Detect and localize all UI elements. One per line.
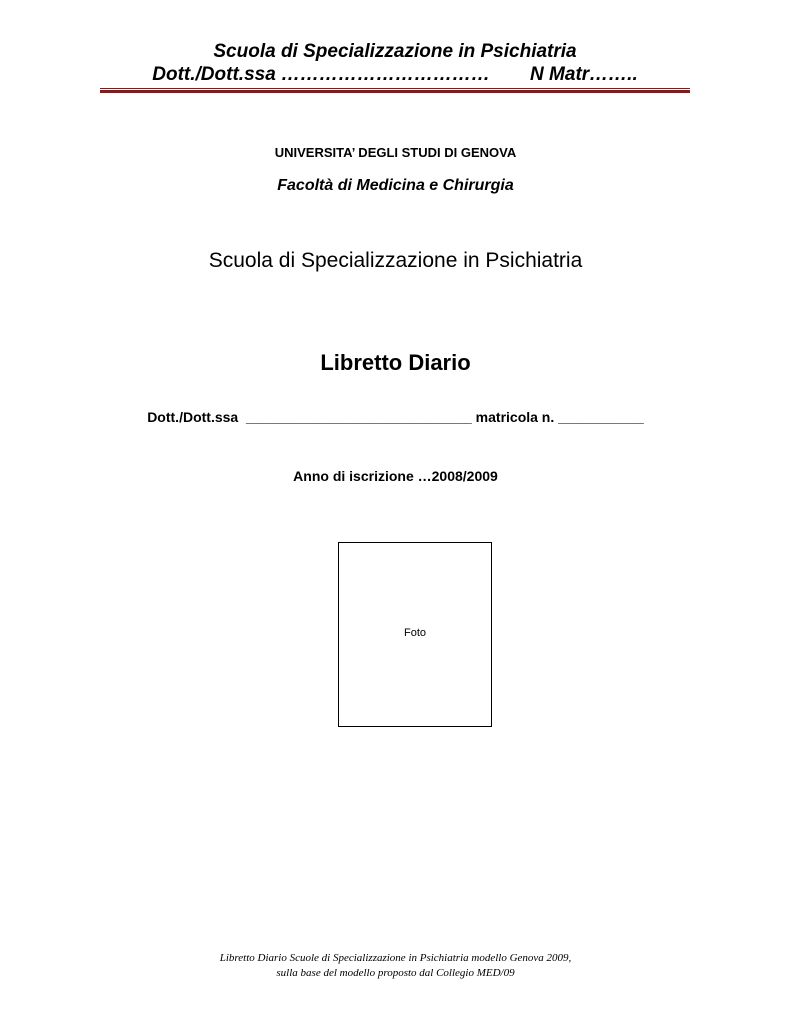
name-label: Dott./Dott.ssa [147, 409, 239, 425]
header-divider [100, 88, 690, 94]
page-header [100, 40, 690, 86]
university-name: UNIVERSITA’ DEGLI STUDI DI GENOVA [274, 145, 517, 160]
faculty-name: Facoltà di Medicina e Chirurgia [277, 177, 514, 194]
header-school-title: Scuola di Specializzazione in Psichiatria [213, 41, 577, 62]
header-matricola-field: N Matr…….. [530, 64, 638, 85]
document-title: Libretto Diario [320, 350, 471, 375]
page-footer [0, 951, 791, 981]
photo-placeholder [338, 542, 492, 727]
school-name: Scuola di Specializzazione in Psichiatria [208, 249, 583, 272]
header-name-field: Dott./Dott.ssa …………………………… [152, 64, 491, 85]
matricola-blank-field: ___________ [558, 409, 644, 425]
photo-label: Foto [403, 627, 426, 639]
footer-line-1: Libretto Diario Scuole di Specializzazione in Psichiatria modello Genova 2009, [219, 952, 572, 964]
footer-line-2: sulla base del modello proposto dal Collegio MED/09 [276, 967, 515, 979]
name-blank-field: _____________________________ [245, 409, 472, 425]
header-divider-thin [100, 88, 690, 89]
student-identification-line [0, 409, 791, 425]
matricola-label: matricola n. [475, 409, 555, 425]
header-divider-thick [100, 90, 690, 93]
header-student-line [100, 63, 690, 86]
enrollment-year: Anno di iscrizione …2008/2009 [293, 468, 498, 484]
